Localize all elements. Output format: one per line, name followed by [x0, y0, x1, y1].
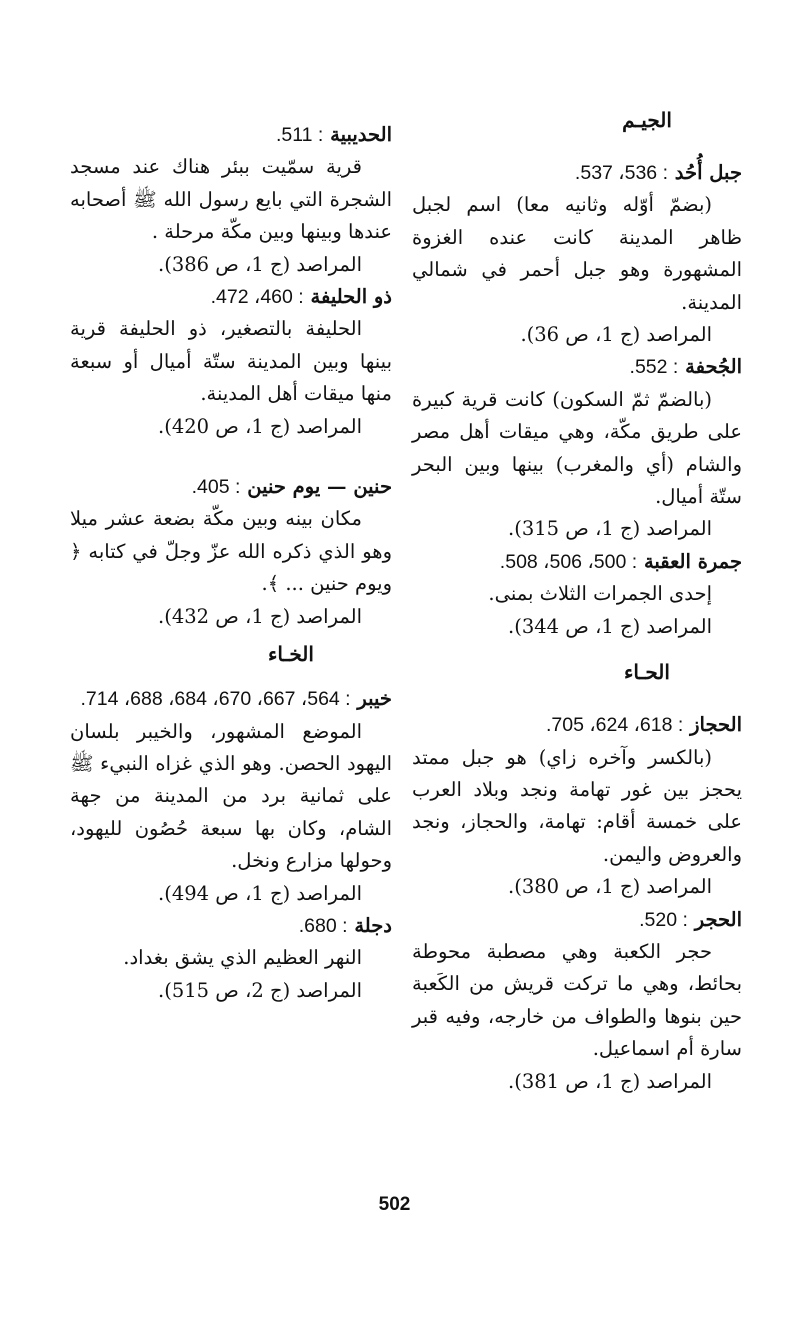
- entry-pages: : 520.: [639, 908, 688, 931]
- entry-heading: [412, 157, 742, 189]
- entry-description: (بضمّ أوّله وثانيه معا) اسم لجبل ظاهر المدينة كانت عنده الغزوة المشهورة وهو جبل أحمر في شمالي المدينة.: [412, 193, 742, 314]
- entry-heading: [412, 546, 742, 578]
- entry-reference: المراصد (ج 1، ص 315).: [508, 517, 712, 541]
- section-title-kha: الخـاء: [268, 642, 314, 667]
- entry-heading: [70, 910, 392, 942]
- entry-pages: : 460، 472.: [210, 286, 304, 309]
- left-column: [70, 105, 392, 1007]
- entry-juhfa: [412, 351, 742, 545]
- entry-description: النهر العظيم الذي يشق بغداد.: [123, 946, 362, 970]
- entry-pages: : 500، 506، 508.: [499, 550, 638, 573]
- entry-pages: : 552.: [629, 356, 679, 379]
- entry-name: خيبر: [357, 687, 392, 711]
- entry-jabal-uhud: [412, 157, 742, 351]
- entry-hijr: [412, 904, 742, 1098]
- entry-description: (بالضمّ ثمّ السكون) كانت قرية كبيرة على طريق مكّة، وهي ميقات أهل مصر والشام (أي والمغرب) بينها وبين البحر ستّة أميال.: [412, 387, 742, 509]
- entry-reference: المراصد (ج 1، ص 432).: [158, 604, 362, 628]
- entry-reference: المراصد (ج 1، ص 380).: [508, 875, 712, 899]
- entry-reference: المراصد (ج 1، ص 344).: [508, 614, 712, 638]
- entry-heading: [70, 471, 392, 503]
- entry-reference: المراصد (ج 1، ص 36).: [520, 323, 712, 347]
- entry-name: جبل أُحُد: [674, 161, 742, 184]
- entry-khaybar: [70, 683, 392, 910]
- entry-hudaybiya: [70, 119, 392, 281]
- entry-name: حنين — يوم حنين: [247, 475, 392, 499]
- entry-name: الجُحفة: [685, 355, 742, 379]
- entry-description: الحليفة بالتصغير، ذو الحليفة قرية بينها وبين المدينة ستّة أميال أو سبعة منها ميقات أهل المدينة.: [70, 317, 392, 406]
- entry-description: مكان بينه وبين مكّة بضعة عشر ميلا وهو الذي ذكره الله عزّ وجلّ في كتابه ﴿ ويوم حنين ... ﴾.: [70, 507, 392, 596]
- entry-name: جمرة العقبة: [643, 549, 742, 573]
- entry-reference: المراصد (ج 2، ص 515).: [158, 978, 362, 1002]
- entry-heading: [70, 683, 392, 715]
- right-column: [412, 105, 742, 1098]
- entry-reference: المراصد (ج 1، ص 420).: [158, 414, 362, 438]
- entry-dijla: [70, 910, 392, 1007]
- entry-dhul-hulayfa: [70, 281, 392, 443]
- entry-pages: : 511.: [276, 124, 324, 146]
- entry-description: قرية سمّيت ببئر هناك عند مسجد الشجرة التي بايع رسول الله ﷺ أصحابه عندها وبينها وبين مكّة مرحلة .: [70, 155, 392, 244]
- entry-reference: المراصد (ج 1، ص 494).: [158, 881, 362, 905]
- entry-pages: : 618، 624، 705.: [545, 714, 684, 737]
- entry-heading: [412, 709, 742, 741]
- entry-heading: [70, 281, 392, 313]
- entry-description: (بالكسر وآخره زاي) هو جبل ممتد يحجز بين غور تهامة ونجد وبلاد العرب على خمسة أقام: تهامة، والحجاز، ونجد والعروض واليمن.: [412, 745, 742, 866]
- entry-reference: المراصد (ج 1، ص 386).: [158, 252, 362, 276]
- entry-jamrat-al-aqaba: [412, 546, 742, 643]
- entry-pages: : 564، 667، 670، 684، 688، 714.: [80, 688, 351, 711]
- entry-pages: : 405.: [191, 476, 241, 499]
- entry-heading: [70, 119, 392, 151]
- entry-description: حجر الكعبة وهي مصطبة محوطة بحائط، وهي ما تركت قريش من الكَعبة حين بنوها والطواف من خارجه، وفيه قبر سارة أم اسماعيل.: [412, 939, 742, 1061]
- entry-reference: المراصد (ج 1، ص 381).: [508, 1069, 712, 1093]
- entry-pages: : 680.: [298, 914, 348, 937]
- entry-name: الحديبية: [330, 123, 392, 146]
- section-title-ha: الحـاء: [624, 660, 670, 685]
- spacer: [70, 443, 392, 471]
- entry-pages: : 536، 537.: [574, 162, 668, 184]
- entry-heading: [412, 351, 742, 383]
- entry-name: ذو الحليفة: [310, 285, 392, 309]
- entry-description: الموضع المشهور، والخيبر بلسان اليهود الحصن. وهو الذي غزاه النبيء ﷺ على ثمانية برد من المدينة من جهة الشام، وكان بها سبعة حُصُون لليهود، وحولها مزارع ونخل.: [70, 719, 392, 873]
- entry-hijaz: [412, 709, 742, 903]
- entry-name: دجلة: [354, 913, 392, 937]
- entry-description: إحدى الجمرات الثلاث بمنى.: [488, 582, 712, 606]
- entry-hunayn: [70, 471, 392, 633]
- entry-name: الحجر: [694, 907, 742, 931]
- section-title-jim: الجيـم: [622, 108, 672, 132]
- entry-name: الحجاز: [690, 713, 742, 737]
- page-number: 502: [378, 1194, 411, 1215]
- entry-heading: [412, 904, 742, 936]
